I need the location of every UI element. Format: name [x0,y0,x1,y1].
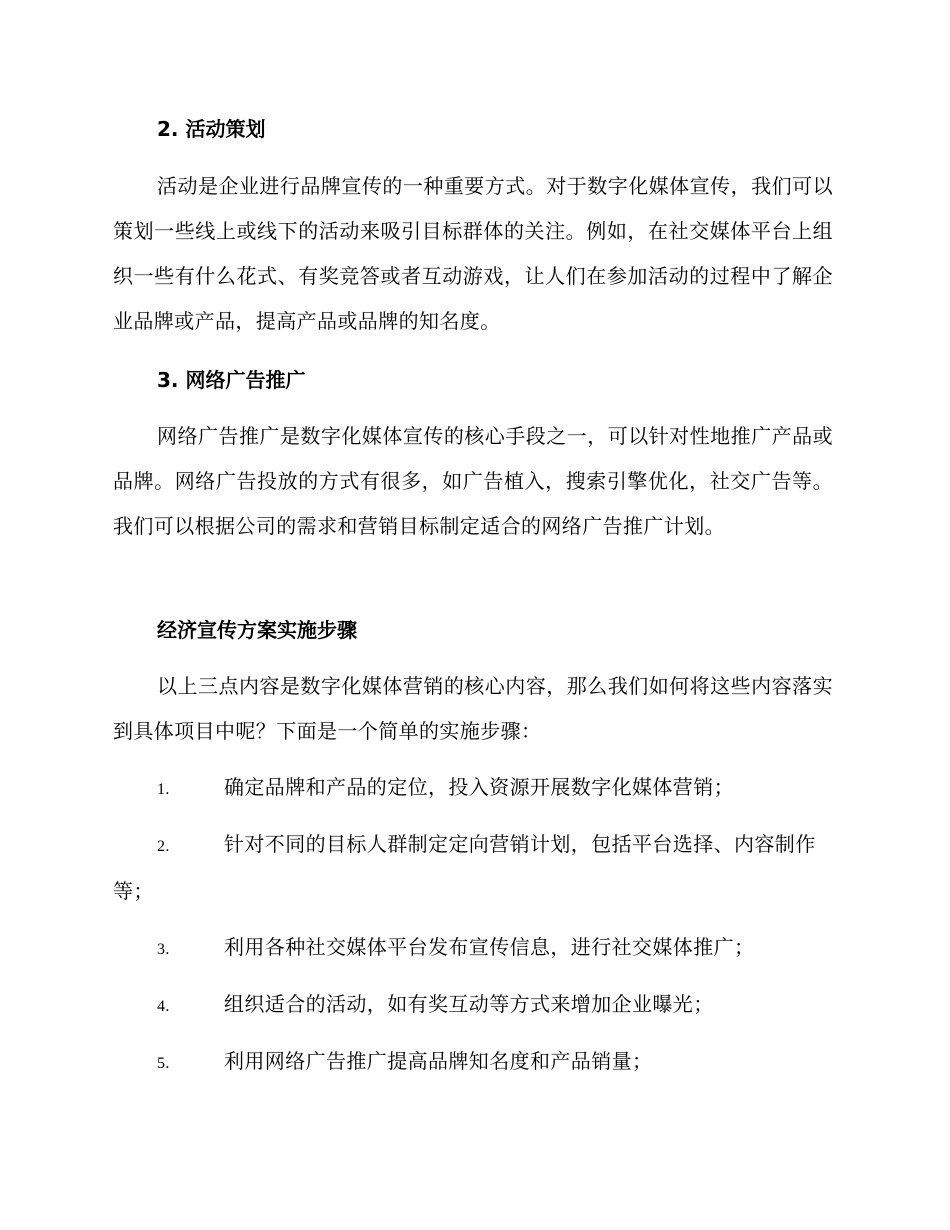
section-heading-implementation-steps: 经济宣传方案实施步骤 [157,618,357,642]
list-item-text: 利用网络广告推广提高品牌知名度和产品销量； [224,1049,653,1073]
section-heading-activity-planning: 2. 活动策划 [157,117,266,141]
list-item [113,765,833,812]
list-item-text: 利用各种社交媒体平台发布宣传信息，进行社交媒体推广； [224,935,755,959]
list-item-text: 确定品牌和产品的定位，投入资源开展数字化媒体营销； [224,775,734,799]
list-item-number: 4. [157,998,170,1015]
list-item [113,1039,833,1086]
paragraph-online-ads: 网络广告推广是数字化媒体宣传的核心手段之一，可以针对性地推广产品或品牌。网络广告投放的方式有很多，如广告植入，搜索引擎优化，社交广告等。我们可以根据公司的需求和营销目标制定适合的网络广告推广计划。 [113,424,833,538]
list-item-number: 5. [157,1055,170,1072]
list-item [113,982,833,1029]
paragraph-implementation-intro: 以上三点内容是数字化媒体营销的核心内容，那么我们如何将这些内容落实到具体项目中呢？下面是一个简单的实施步骤： [113,674,833,743]
list-item [113,925,833,972]
section-heading-online-ads: 3. 网络广告推广 [157,368,306,392]
list-item-text: 组织适合的活动，如有奖互动等方式来增加企业曝光； [224,992,714,1016]
list-item-text: 针对不同的目标人群制定定向营销计划，包括平台选择、内容制作等； [113,832,816,903]
list-item-number: 2. [157,838,170,855]
list-item-number: 1. [157,781,170,798]
list-item [113,822,833,914]
list-item-number: 3. [157,941,170,958]
paragraph-activity-planning: 活动是企业进行品牌宣传的一种重要方式。对于数字化媒体宣传，我们可以策划一些线上或线下的活动来吸引目标群体的关注。例如，在社交媒体平台上组织一些有什么花式、有奖竞答或者互动游戏，让人们在参加活动的过程中了解企业品牌或产品，提高产品或品牌的知名度。 [113,174,833,333]
